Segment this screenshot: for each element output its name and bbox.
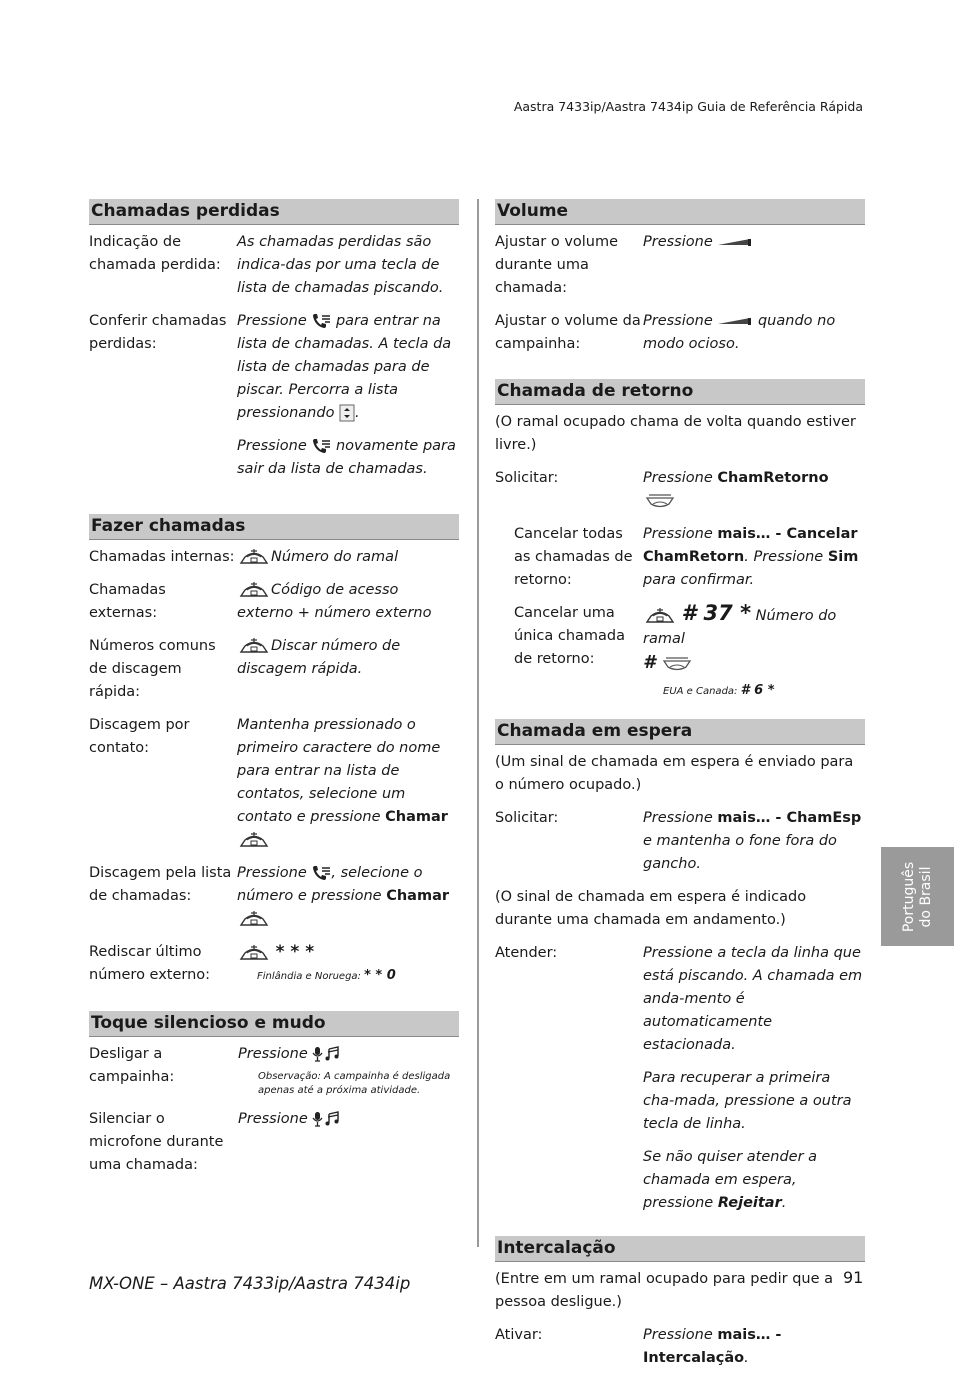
row-value [237,435,459,481]
navigation-key-icon [339,404,355,422]
row-value [237,635,459,704]
waiting-request-row [495,807,865,876]
value-text: para entrar na lista de chamadas. A tecla da lista de chamadas para de piscar. Percorra a lista pressionando [237,313,452,421]
row-label: Cancelar uma única chamada de retorno: [514,605,626,667]
hash-key: # [643,652,656,673]
cancel-all-callbacks-row [495,523,865,592]
value-text: Pressione [238,1111,313,1127]
row-label: Silenciar o microfone durante uma chamada: [89,1111,224,1173]
missed-indication-row [89,231,459,300]
dial-code: * * * [275,942,315,962]
footer-product: MX-ONE – Aastra 7433ip/Aastra 7434ip [89,1274,411,1293]
row-value [237,310,459,425]
waiting-note-2: (O sinal de chamada em espera é indicado durante uma chamada em andamento.) [495,889,807,928]
language-tab-text [901,861,935,931]
value-text: . [355,405,360,421]
callback-note: (O ramal ocupado chama de volta quando estiver livre.) [495,414,856,453]
section-title-volume: Volume [495,199,865,225]
row-label: Solicitar: [495,470,559,486]
language-line-1: Português [900,861,917,932]
callback-note-usa [643,684,865,699]
value-text: Pressione [238,1046,313,1062]
softkey-label: mais… - Cancelar ChamRetorn [643,526,858,565]
row-value [237,862,459,931]
softkey-label: Sim [827,549,859,565]
call-list-icon [311,313,331,329]
value-text: Se não quiser atender a chamada em espera, pressione [643,1149,818,1211]
section-title-intrusion: Intercalação [495,1236,865,1262]
section-title-missed-calls: Chamadas perdidas [89,199,459,225]
call-list-icon [311,865,331,881]
row-label: Discagem pela lista de chamadas: [89,865,232,904]
redial-note [237,969,459,984]
value-text: Para recuperar a primeira cha-mada, pressione a outra tecla de linha. [643,1070,852,1132]
row-value [643,942,865,1215]
waiting-note-1: (Um sinal de chamada em espera é enviado para o número ocupado.) [495,754,854,793]
value-text: Pressione [643,234,718,250]
note-text: EUA e Canada: [663,686,741,697]
note-code: * * 0 [364,968,396,983]
row-label: Rediscar último número externo: [89,944,211,983]
value-text [643,1146,865,1215]
row-label: Ativar: [495,1327,543,1343]
call-list-dial-row [89,862,459,931]
row-label: Ajustar o volume da campainha: [495,313,641,352]
handset-offhook-icon [237,831,271,849]
external-calls-row [89,579,459,625]
volume-key-icon [717,237,753,247]
row-value [237,579,459,625]
softkey-label: Chamar [386,888,450,904]
value-text: quando no modo ocioso. [643,313,836,352]
handset-offhook-icon [237,548,271,566]
row-value [237,714,459,852]
value-text: Número do ramal [643,608,837,647]
row-label: Chamadas internas: [89,549,235,565]
dial-code: # 37 * [681,601,752,625]
left-column [89,199,459,1187]
intrusion-note: (Entre em um ramal ocupado para pedir que a pessoa desligue.) [495,1271,834,1310]
redial-row [89,941,459,987]
row-label: Chamadas externas: [89,582,166,621]
missed-exit-row [89,435,459,481]
value-text: Pressione [643,526,718,542]
row-label: Indicação de chamada perdida: [89,234,221,273]
callback-icon [643,492,677,510]
value-text: Pressione [237,438,312,454]
speed-dial-row [89,635,459,704]
value-text: Pressione [237,313,312,329]
value-text: Mantenha pressionado o primeiro caractere do nome para entrar na lista de contatos, selecione um contato e pressione [237,717,441,825]
value-text: e mantenha o fone fora do gancho. [643,833,837,872]
row-label: Solicitar: [495,810,559,826]
handset-offhook-icon [237,581,271,599]
row-label: Conferir chamadas perdidas: [89,313,227,352]
page-number: 91 [843,1268,864,1287]
value-text: . [744,1350,749,1366]
intrusion-activate-row [495,1324,865,1370]
section-title-callback: Chamada de retorno [495,379,865,405]
row-value: As chamadas perdidas são indica-das por uma tecla de lista de chamadas piscando. [237,234,444,296]
value-text: Pressione [643,810,718,826]
softkey-label: mais… - ChamEsp [717,810,862,826]
section-title-silent-mute: Toque silencioso e mudo [89,1011,459,1037]
internal-calls-row [89,546,459,569]
callback-icon [660,655,694,673]
value-text: Pressione [237,865,312,881]
mute-icon [312,1111,340,1127]
missed-check-row [89,310,459,425]
row-value [643,310,865,356]
row-label: Atender: [495,945,558,961]
waiting-answer-row [495,942,865,1215]
volume-key-icon [717,316,753,326]
right-column [495,199,865,1380]
value-text: . Pressione [744,549,828,565]
row-value [238,1043,459,1098]
row-value [643,467,865,513]
softkey-label: Rejeitar [717,1195,782,1211]
note-code: # 6 * [740,683,775,698]
value-text: Pressione a tecla da linha que está piscando. A chamada em anda-mento é automaticamente estacionada. [643,945,863,1053]
row-value [237,941,459,987]
row-value [643,231,865,300]
softkey-label: ChamRetorno [717,470,829,486]
value-text: Pressione [643,1327,718,1343]
row-label: Números comuns de discagem rápida: [89,638,216,700]
row-value [237,546,459,569]
cancel-single-callback-row [495,602,865,699]
header-title: Aastra 7433ip/Aastra 7434ip Guia de Referência Rápida [513,99,863,114]
row-label: Desligar a campainha: [89,1046,175,1085]
value-text: Pressione [643,313,718,329]
softkey-label: mais… - Intercalação [643,1327,782,1366]
handset-offhook-icon [643,607,677,625]
call-list-icon [311,438,331,454]
row-value [643,807,865,876]
row-label: Cancelar todas as chamadas de retorno: [514,526,633,588]
mute-icon [312,1046,340,1062]
value-text: , selecione o número e pressione [237,865,423,904]
section-title-make-calls: Fazer chamadas [89,514,459,540]
ringer-volume-row [495,310,865,356]
mute-mic-row [89,1108,459,1177]
value-text: Número do ramal [271,549,399,565]
callback-request-row [495,467,865,513]
handset-offhook-icon [237,637,271,655]
value-text: Pressione [643,470,718,486]
row-label: Ajustar o volume durante uma chamada: [495,234,619,296]
note-text: Finlândia e Noruega: [257,971,365,982]
ringer-off-row [89,1043,459,1098]
row-value [643,602,865,699]
value-text: . [781,1195,787,1211]
row-value [238,1108,459,1177]
softkey-label: Chamar [385,809,448,825]
handset-offhook-icon [237,944,271,962]
value-text: Código de acesso externo + número externo [237,582,432,621]
row-value [643,1324,865,1370]
call-volume-row [495,231,865,300]
language-tab [881,847,954,946]
section-title-call-waiting: Chamada em espera [495,719,865,745]
handset-offhook-icon [237,910,271,928]
column-divider [477,199,479,1247]
contact-dial-row [89,714,459,852]
value-text: para confirmar. [643,572,755,588]
ringer-note: Observação: A campainha é desligada apenas até a próxima atividade. [258,1071,451,1096]
language-line-2: do Brasil [917,866,934,927]
row-label: Discagem por contato: [89,717,190,756]
value-text: Discar número de discagem rápida. [237,638,401,677]
row-value [643,523,865,592]
value-text: novamente para sair da lista de chamadas. [237,438,456,477]
